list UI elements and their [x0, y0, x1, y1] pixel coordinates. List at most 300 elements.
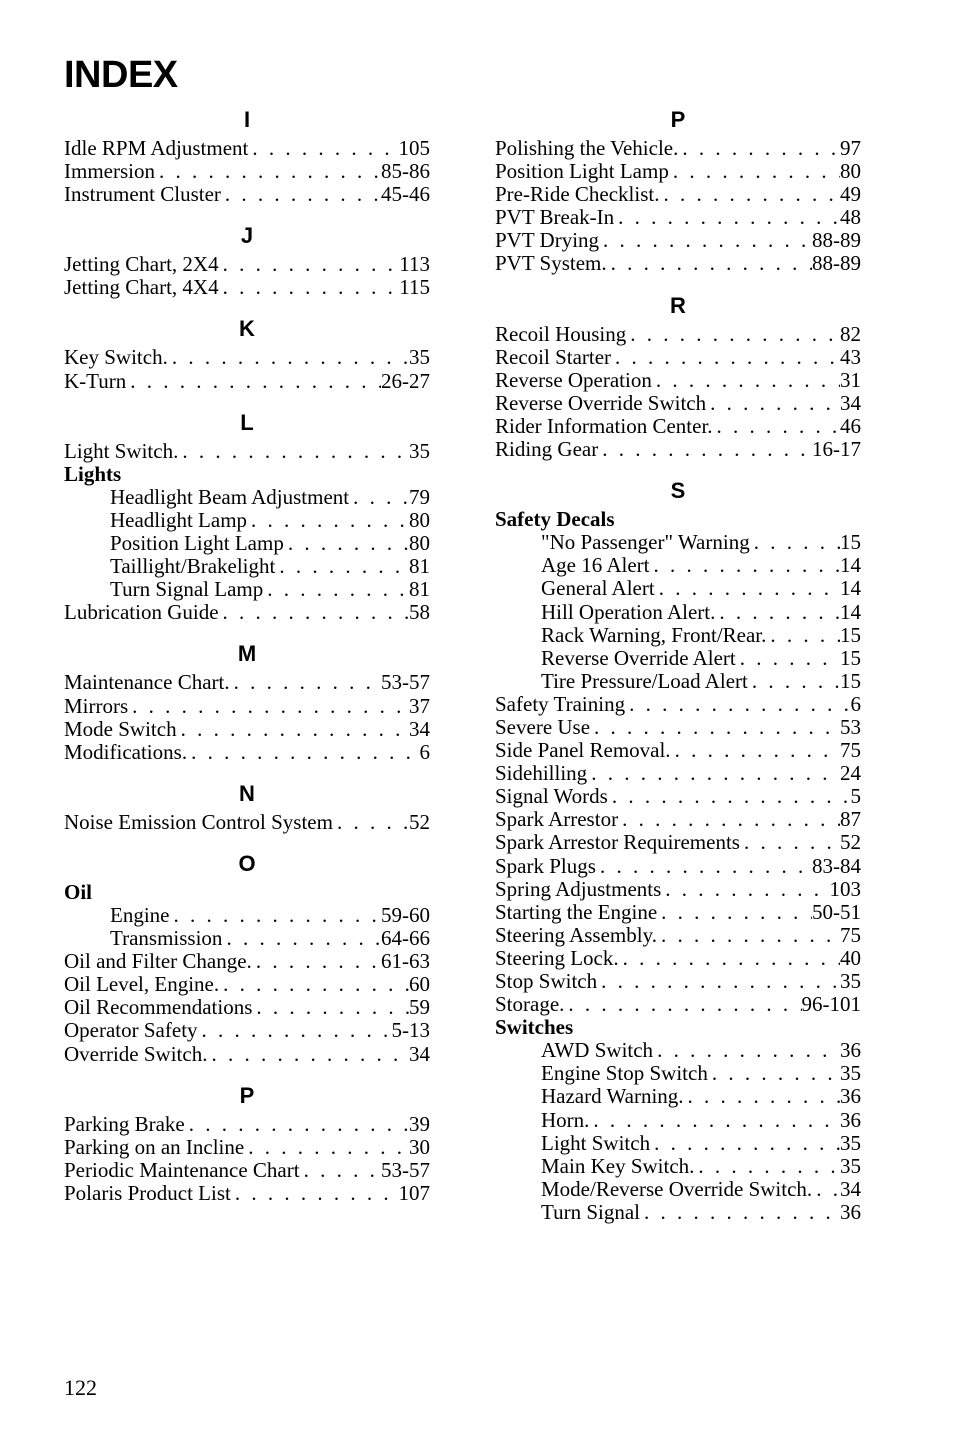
entry-label: Periodic Maintenance Chart: [64, 1157, 300, 1182]
entry-page-number: 52: [840, 830, 861, 855]
entry-page-number: 103: [829, 876, 861, 901]
index-column-right: [495, 106, 861, 1224]
index-entry: [495, 831, 861, 854]
dot-leader: [168, 346, 409, 369]
index-subentry: [495, 1155, 861, 1178]
index-entry: [495, 762, 861, 785]
entry-label: "No Passenger" Warning: [541, 530, 750, 555]
index-entry: [495, 137, 861, 160]
entry-label: Recoil Housing: [495, 321, 627, 346]
dot-leader: [684, 1085, 840, 1108]
entry-page-number: 60: [409, 972, 430, 997]
dot-leader: [275, 555, 409, 578]
entry-page-number: 64-66: [381, 926, 430, 951]
dot-leader: [694, 1155, 840, 1178]
dot-leader: [230, 671, 381, 694]
dot-leader: [625, 693, 850, 716]
entry-label: Steering Assembly.: [495, 922, 657, 947]
index-entry: [64, 718, 430, 741]
dot-leader: [619, 947, 840, 970]
dot-leader: [652, 369, 840, 392]
dot-leader: [187, 741, 419, 764]
entry-label: Main Key Switch.: [541, 1153, 695, 1178]
dot-leader: [284, 532, 409, 555]
entry-label: Starting the Engine: [495, 899, 658, 924]
entry-page-number: 52: [409, 809, 430, 834]
entry-page-number: 82: [840, 321, 861, 346]
index-subentry: [495, 1039, 861, 1062]
index-entry: [495, 160, 861, 183]
entry-label: Modifications.: [64, 739, 188, 764]
index-entry: [495, 993, 861, 1016]
dot-leader: [611, 346, 840, 369]
index-entry: [495, 183, 861, 206]
dot-leader: [640, 1201, 840, 1224]
index-entry: [64, 1043, 430, 1066]
section-letter-r: R: [670, 292, 686, 318]
entry-label: PVT Drying: [495, 228, 600, 253]
entry-label: Reverse Operation: [495, 367, 652, 392]
index-entry: [495, 924, 861, 947]
dot-leader: [614, 206, 840, 229]
index-group-heading: Oil: [64, 879, 93, 904]
dot-leader: [198, 1019, 392, 1042]
entry-label: Hill Operation Alert.: [541, 599, 716, 624]
entry-label: Headlight Lamp: [110, 507, 248, 532]
entry-label: Transmission: [110, 926, 223, 951]
section-letter-l: L: [240, 409, 254, 435]
dot-leader: [222, 927, 381, 950]
dot-leader: [185, 1113, 409, 1136]
entry-page-number: 6: [419, 739, 430, 764]
dot-leader: [607, 252, 812, 275]
dot-leader: [736, 647, 840, 670]
entry-page-number: 5-13: [391, 1018, 430, 1043]
entry-page-number: 36: [840, 1199, 861, 1224]
entry-label: AWD Switch: [541, 1038, 654, 1063]
index-subentry: [495, 1062, 861, 1085]
entry-page-number: 58: [409, 600, 430, 625]
dot-leader: [221, 183, 381, 206]
entry-page-number: 35: [840, 1153, 861, 1178]
entry-page-number: 80: [409, 507, 430, 532]
entry-label: Parking Brake: [64, 1111, 185, 1136]
entry-page-number: 35: [409, 438, 430, 463]
index-entry: [64, 1019, 430, 1042]
index-entry: [64, 1159, 430, 1182]
index-group-heading: Safety Decals: [495, 507, 615, 532]
dot-leader: [713, 415, 840, 438]
dot-leader: [219, 973, 409, 996]
dot-leader: [596, 855, 812, 878]
entry-page-number: 14: [840, 599, 861, 624]
entry-page-number: 31: [840, 367, 861, 392]
index-entry: [64, 973, 430, 996]
index-entry: [495, 369, 861, 392]
entry-page-number: 48: [840, 205, 861, 230]
entry-page-number: 79: [409, 484, 430, 509]
index-subentry: [495, 577, 861, 600]
dot-leader: [155, 160, 381, 183]
dot-leader: [766, 624, 840, 647]
section-letter-s: S: [670, 478, 686, 504]
entry-label: Recoil Starter: [495, 344, 612, 369]
entry-label: General Alert: [541, 576, 655, 601]
index-entry: [495, 206, 861, 229]
entry-label: Pre-Ride Checklist.: [495, 182, 660, 207]
entry-page-number: 30: [409, 1134, 430, 1159]
entry-label: Noise Emission Control System: [64, 809, 333, 834]
entry-page-number: 75: [840, 738, 861, 763]
index-subentry: [495, 531, 861, 554]
dot-leader: [750, 531, 840, 554]
entry-page-number: 34: [840, 1176, 861, 1201]
entry-label: Taillight/Brakelight: [110, 554, 276, 579]
entry-label: Light Switch: [541, 1130, 651, 1155]
index-entry: [64, 1182, 430, 1205]
index-entry: [64, 811, 430, 834]
dot-leader: [263, 578, 409, 601]
entry-label: Signal Words: [495, 784, 608, 809]
entry-page-number: 81: [409, 577, 430, 602]
index-entry: [495, 808, 861, 831]
index-subentry: [495, 624, 861, 647]
section-letter-m: M: [237, 641, 257, 667]
index-entry: [64, 160, 430, 183]
entry-label: Lubrication Guide: [64, 600, 219, 625]
section-letter-k: K: [239, 316, 255, 342]
entry-label: Oil Level, Engine.: [64, 972, 220, 997]
index-entry: [64, 253, 430, 276]
dot-leader: [590, 716, 840, 739]
dot-leader: [661, 878, 829, 901]
entry-page-number: 46: [840, 413, 861, 438]
index-entry: [495, 739, 861, 762]
entry-label: Spark Arrestor Requirements: [495, 830, 740, 855]
index-entry: [64, 950, 430, 973]
dot-leader: [333, 811, 409, 834]
entry-label: PVT System.: [495, 251, 607, 276]
index-subentry: [495, 647, 861, 670]
index-subentry: [64, 486, 430, 509]
entry-label: Light Switch.: [64, 438, 179, 463]
entry-label: K-Turn: [64, 368, 127, 393]
dot-leader: [671, 739, 840, 762]
dot-leader: [748, 670, 840, 693]
entry-label: Hazard Warning.: [541, 1084, 684, 1109]
entry-label: Storage.: [495, 992, 565, 1017]
index-entry: [64, 346, 430, 369]
entry-label: Jetting Chart, 4X4: [64, 275, 219, 300]
entry-page-number: 50-51: [812, 899, 861, 924]
entry-label: Rack Warning, Front/Rear.: [541, 622, 767, 647]
entry-label: Age 16 Alert: [541, 553, 650, 578]
entry-label: Riding Gear: [495, 437, 599, 462]
dot-leader: [589, 1109, 840, 1132]
entry-label: Mode/Reverse Override Switch.: [541, 1176, 813, 1201]
index-entry: [64, 695, 430, 718]
entry-label: Reverse Override Switch: [495, 390, 707, 415]
entry-page-number: 15: [840, 622, 861, 647]
entry-label: Operator Safety: [64, 1018, 198, 1043]
dot-leader: [587, 762, 840, 785]
index-subentry: [495, 601, 861, 624]
entry-label: PVT Break-In: [495, 205, 615, 230]
index-group-heading: Lights: [64, 461, 122, 486]
index-entry: [495, 415, 861, 438]
entry-label: Oil Recommendations: [64, 995, 253, 1020]
entry-page-number: 49: [840, 182, 861, 207]
entry-page-number: 113: [399, 252, 430, 277]
index-entry: [495, 438, 861, 461]
entry-page-number: 115: [399, 275, 430, 300]
dot-leader: [349, 486, 409, 509]
page-number: 122: [64, 1375, 97, 1400]
entry-label: Turn Signal Lamp: [110, 577, 264, 602]
entry-label: Position Light Lamp: [495, 159, 669, 184]
entry-label: Tire Pressure/Load Alert: [541, 668, 748, 693]
entry-page-number: 36: [840, 1107, 861, 1132]
entry-page-number: 14: [840, 553, 861, 578]
index-entry: [495, 346, 861, 369]
entry-label: Immersion: [64, 159, 155, 184]
dot-leader: [618, 808, 840, 831]
index-group-heading: Switches: [495, 1015, 574, 1040]
entry-page-number: 59: [409, 995, 430, 1020]
index-subentry: [495, 1201, 861, 1224]
entry-page-number: 39: [409, 1111, 430, 1136]
index-entry: [64, 1136, 430, 1159]
dot-leader: [653, 1039, 840, 1062]
entry-page-number: 34: [409, 716, 430, 741]
index-subentry: [495, 554, 861, 577]
entry-label: Severe Use: [495, 714, 591, 739]
dot-leader: [715, 601, 840, 624]
index-subentry: [64, 532, 430, 555]
index-entry: [64, 276, 430, 299]
entry-page-number: 15: [840, 645, 861, 670]
entry-page-number: 37: [409, 693, 430, 718]
index-entry: [495, 252, 861, 275]
dot-leader: [812, 1178, 840, 1201]
dot-leader: [626, 323, 840, 346]
entry-page-number: 88-89: [812, 228, 861, 253]
index-entry: [64, 601, 430, 624]
dot-leader: [219, 253, 400, 276]
entry-label: Spark Plugs: [495, 853, 596, 878]
index-entry: [495, 878, 861, 901]
entry-page-number: 53-57: [381, 1157, 430, 1182]
index-entry: [64, 671, 430, 694]
entry-label: Polishing the Vehicle.: [495, 136, 679, 160]
entry-label: Mirrors: [64, 693, 129, 718]
index-entry: [495, 855, 861, 878]
entry-label: Spring Adjustments: [495, 876, 662, 901]
entry-page-number: 107: [398, 1180, 430, 1205]
entry-page-number: 5: [850, 784, 861, 809]
dot-leader: [708, 1062, 840, 1085]
entry-page-number: 35: [409, 345, 430, 370]
entry-label: Polaris Product List: [64, 1180, 231, 1205]
entry-page-number: 16-17: [812, 437, 861, 462]
dot-leader: [219, 276, 400, 299]
index-subentry: [495, 1109, 861, 1132]
index-subentry: [495, 1178, 861, 1201]
dot-leader: [608, 785, 851, 808]
entry-page-number: 61-63: [381, 949, 430, 974]
dot-leader: [126, 370, 381, 393]
entry-page-number: 26-27: [381, 368, 430, 393]
index-entry: [495, 323, 861, 346]
entry-label: Reverse Override Alert: [541, 645, 736, 670]
index-entry: [495, 229, 861, 252]
entry-page-number: 80: [409, 531, 430, 556]
entry-page-number: 87: [840, 807, 861, 832]
index-column-left: [64, 106, 430, 1205]
entry-label: Spark Arrestor: [495, 807, 619, 832]
dot-leader: [597, 970, 840, 993]
entry-page-number: 6: [850, 691, 861, 716]
index-subentry: [64, 904, 430, 927]
section-letter-p: P: [670, 107, 686, 132]
entry-label: Horn.: [541, 1107, 590, 1132]
entry-label: Headlight Beam Adjustment: [110, 484, 350, 509]
entry-page-number: 53-57: [381, 670, 430, 695]
dot-leader: [247, 509, 409, 532]
entry-label: Engine: [110, 902, 170, 927]
index-entry: [64, 370, 430, 393]
section-letter-o: O: [238, 850, 256, 876]
entry-page-number: 83-84: [812, 853, 861, 878]
index-entry: [64, 440, 430, 463]
entry-page-number: 35: [840, 1130, 861, 1155]
index-entry: [495, 947, 861, 970]
index-entry: [495, 785, 861, 808]
entry-page-number: 34: [840, 390, 861, 415]
entry-page-number: 88-89: [812, 251, 861, 276]
section-letter-j: J: [240, 223, 254, 249]
index-entry: [64, 183, 430, 206]
entry-label: Steering Lock.: [495, 945, 619, 970]
entry-page-number: 97: [840, 136, 861, 160]
dot-leader: [231, 1182, 399, 1205]
dot-leader: [244, 1136, 409, 1159]
entry-label: Position Light Lamp: [110, 531, 284, 556]
dot-leader: [657, 901, 812, 924]
entry-page-number: 75: [840, 922, 861, 947]
entry-page-number: 35: [840, 1061, 861, 1086]
index-entry: [64, 1113, 430, 1136]
entry-page-number: 24: [840, 761, 861, 786]
entry-page-number: 96-101: [801, 992, 861, 1017]
index-subentry: [64, 509, 430, 532]
entry-page-number: 15: [840, 530, 861, 555]
dot-leader: [678, 137, 840, 160]
dot-leader: [252, 950, 381, 973]
index-subentry: [64, 555, 430, 578]
section-letter-n: N: [239, 780, 255, 806]
entry-label: Engine Stop Switch: [541, 1061, 708, 1086]
section-letter-i: I: [243, 107, 251, 132]
entry-page-number: 15: [840, 668, 861, 693]
entry-page-number: 35: [840, 969, 861, 993]
entry-page-number: 85-86: [381, 159, 430, 184]
dot-leader: [598, 438, 812, 461]
index-subentry: [495, 670, 861, 693]
entry-label: Oil and Filter Change.: [64, 949, 252, 974]
entry-page-number: 36: [840, 1084, 861, 1109]
dot-leader: [740, 831, 840, 854]
dot-leader: [128, 695, 409, 718]
index-entry: [495, 392, 861, 415]
dot-leader: [169, 904, 381, 927]
entry-label: Mode Switch: [64, 716, 177, 741]
dot-leader: [706, 392, 840, 415]
entry-label: Stop Switch: [495, 969, 598, 993]
entry-label: Sidehilling: [495, 761, 588, 786]
entry-label: Maintenance Chart.: [64, 670, 230, 695]
entry-page-number: 34: [409, 1041, 430, 1066]
dot-leader: [177, 718, 409, 741]
entry-page-number: 80: [840, 159, 861, 184]
dot-leader: [655, 577, 840, 600]
dot-leader: [219, 601, 409, 624]
entry-page-number: 45-46: [381, 182, 430, 207]
entry-label: Idle RPM Adjustment: [64, 136, 249, 160]
index-entry: [495, 901, 861, 924]
section-letter-p: P: [239, 1082, 255, 1108]
entry-label: Safety Training: [495, 691, 626, 716]
entry-page-number: 105: [398, 136, 430, 160]
dot-leader: [657, 924, 840, 947]
entry-page-number: 81: [409, 554, 430, 579]
index-entry: [64, 741, 430, 764]
index-entry: [64, 996, 430, 1019]
entry-label: Jetting Chart, 2X4: [64, 252, 219, 277]
entry-page-number: 43: [840, 344, 861, 369]
dot-leader: [252, 996, 409, 1019]
index-entry: [495, 693, 861, 716]
index-subentry: [64, 927, 430, 950]
index-subentry: [495, 1085, 861, 1108]
entry-label: Turn Signal: [541, 1199, 641, 1224]
index-subentry: [495, 1132, 861, 1155]
entry-label: Key Switch.: [64, 345, 168, 370]
entry-page-number: 36: [840, 1038, 861, 1063]
index-subentry: [64, 578, 430, 601]
dot-leader: [178, 440, 409, 463]
dot-leader: [564, 993, 801, 1016]
dot-leader: [669, 160, 840, 183]
entry-label: Parking on an Incline: [64, 1134, 245, 1159]
dot-leader: [207, 1043, 409, 1066]
entry-page-number: 53: [840, 714, 861, 739]
dot-leader: [300, 1159, 381, 1182]
entry-page-number: 40: [840, 945, 861, 970]
dot-leader: [248, 137, 398, 160]
dot-leader: [649, 554, 840, 577]
dot-leader: [650, 1132, 840, 1155]
index-entry: [495, 716, 861, 739]
dot-leader: [659, 183, 840, 206]
entry-page-number: 59-60: [381, 902, 430, 927]
dot-leader: [599, 229, 812, 252]
index-entry: [495, 970, 861, 993]
entry-label: Override Switch.: [64, 1041, 208, 1066]
page-title: INDEX: [64, 54, 178, 96]
entry-label: Instrument Cluster: [64, 182, 221, 207]
entry-page-number: 14: [840, 576, 861, 601]
